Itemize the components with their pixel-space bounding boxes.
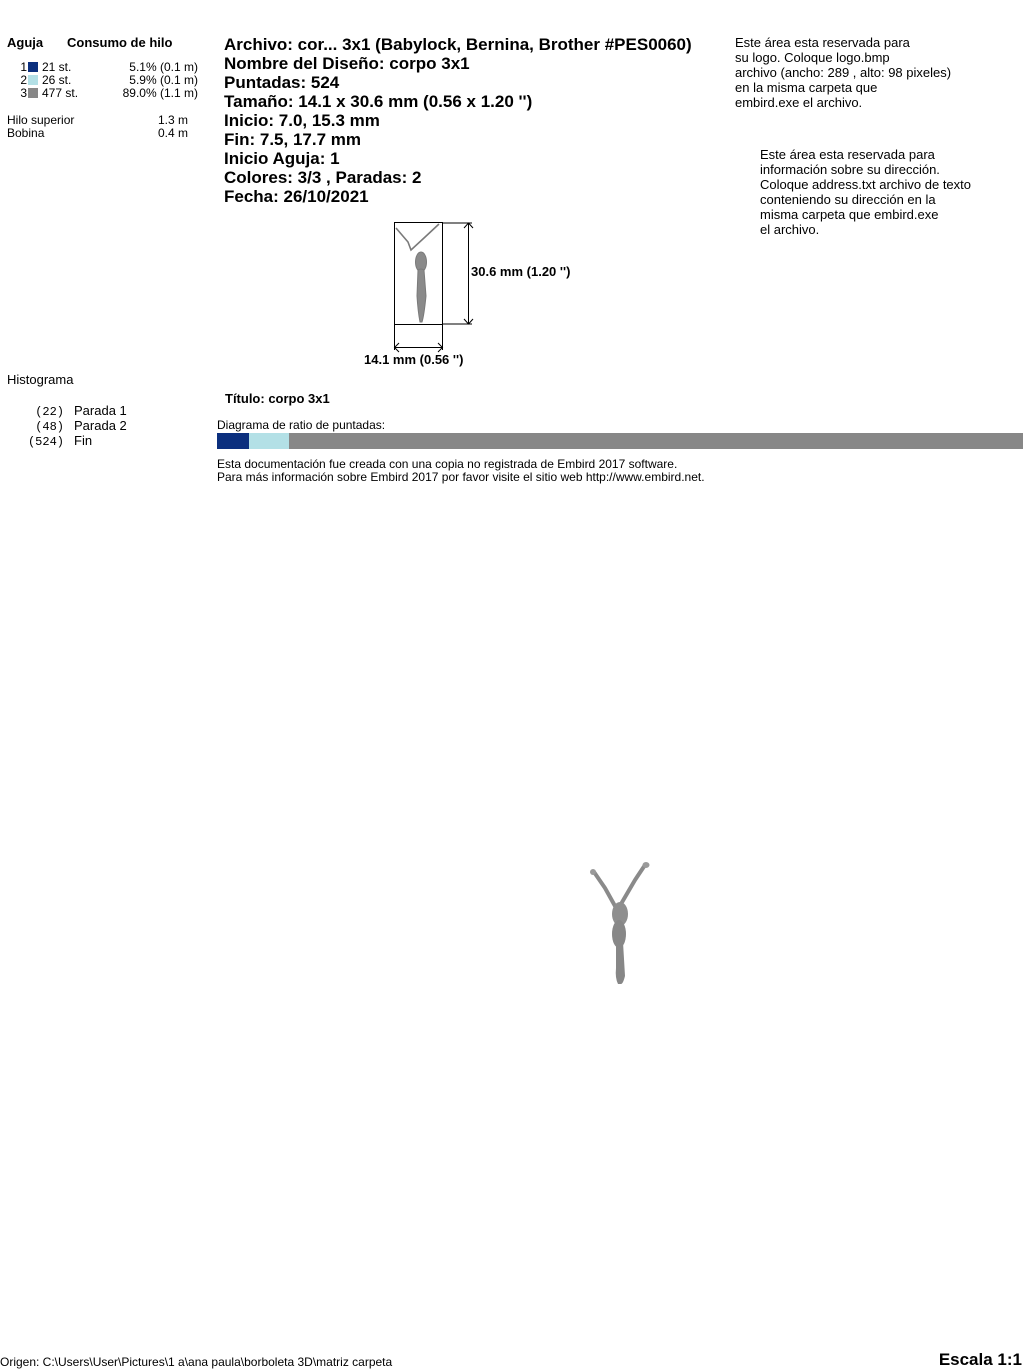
- thread-percent: 89.0% (1.1 m): [122, 86, 198, 100]
- file-line: Archivo: cor... 3x1 (Babylock, Bernina, Brother #PES0060): [224, 35, 692, 54]
- ratio-bar: [217, 433, 1024, 449]
- histogram-row: [20, 403, 127, 418]
- documentation-note-line-1: Esta documentación fue creada con una copia no registrada de Embird 2017 software.: [217, 457, 678, 471]
- bobbin-row: [7, 127, 188, 140]
- color-swatch: [28, 88, 38, 98]
- design-title-line: Título: corpo 3x1: [225, 391, 330, 406]
- ratio-diagram-label: Diagrama de ratio de puntadas:: [217, 418, 386, 432]
- origin-path: Origen: C:\Users\User\Pictures\1 a\ana paula\borboleta 3D\matriz carpeta: [0, 1355, 393, 1369]
- upper-thread-label: Hilo superior: [7, 113, 75, 127]
- bobbin-value: 0.4 m: [157, 126, 188, 140]
- stitch-count: 21 st.: [42, 60, 72, 74]
- design-info: [224, 35, 692, 206]
- ratio-segment-3: [289, 433, 1023, 449]
- stitch-count: 26 st.: [42, 73, 72, 87]
- bobbin-label: Bobina: [7, 126, 45, 140]
- width-dimension-label: 14.1 mm (0.56 ''): [364, 352, 464, 367]
- histogram-stitch-number: (48): [35, 420, 64, 434]
- histogram-label: Fin: [74, 433, 93, 448]
- needle-header: Aguja: [7, 35, 44, 50]
- design-preview-large: [585, 858, 655, 988]
- color-swatch: [28, 62, 38, 72]
- needle-start-line: Inicio Aguja: 1: [224, 149, 340, 168]
- stitch-count: 477 st.: [42, 86, 79, 100]
- histogram-label: Parada 1: [74, 403, 127, 418]
- end-line: Fin: 7.5, 17.7 mm: [224, 130, 361, 149]
- consumption-header: Consumo de hilo: [67, 35, 173, 50]
- needle-number: 3: [20, 86, 27, 100]
- documentation-note: [217, 458, 705, 484]
- start-line: Inicio: 7.0, 15.3 mm: [224, 111, 380, 130]
- needle-number: 1: [20, 60, 27, 74]
- design-figure-large: [590, 862, 650, 984]
- stitches-line: Puntadas: 524: [224, 73, 340, 92]
- address-reserved-note: Este área esta reservada para información sobre su dirección. Coloque address.txt archivo de texto conteniendo su dirección en la misma carpeta que embird.exe el archivo.: [760, 147, 972, 237]
- upper-thread-value: 1.3 m: [157, 113, 188, 127]
- date-line: Fecha: 26/10/2021: [224, 187, 369, 206]
- ratio-segment-2: [249, 433, 289, 449]
- design-figure-small: [396, 224, 439, 322]
- design-preview-small: [360, 216, 600, 372]
- ratio-segment-1: [217, 433, 249, 449]
- color-swatch: [28, 75, 38, 85]
- histogram-row: [20, 433, 92, 448]
- thread-percent: 5.1% (0.1 m): [129, 60, 198, 74]
- needle-row-3: [18, 87, 198, 100]
- needle-number: 2: [20, 73, 27, 87]
- documentation-note-line-2: Para más información sobre Embird 2017 por favor visite el sitio web http://www.embird.net.: [217, 470, 705, 484]
- size-line: Tamaño: 14.1 x 30.6 mm (0.56 x 1.20 ''): [224, 92, 533, 111]
- histogram-stitch-number: (22): [35, 405, 64, 419]
- histogram-label: Parada 2: [74, 418, 127, 433]
- colors-line: Colores: 3/3 , Paradas: 2: [224, 168, 422, 187]
- design-name-line: Nombre del Diseño: corpo 3x1: [224, 54, 470, 73]
- histogram-title: Histograma: [7, 372, 74, 387]
- height-dimension-label: 30.6 mm (1.20 ''): [471, 264, 571, 279]
- thread-percent: 5.9% (0.1 m): [129, 73, 198, 87]
- histogram-stitch-number: (524): [27, 435, 64, 449]
- histogram-row: [20, 418, 127, 433]
- scale-label: Escala 1:1: [938, 1350, 1022, 1369]
- logo-reserved-note: Este área esta reservada para su logo. Coloque logo.bmp archivo (ancho: 289 , alto: 98 pixeles) en la misma carpeta que embird.exe el archivo.: [735, 35, 952, 110]
